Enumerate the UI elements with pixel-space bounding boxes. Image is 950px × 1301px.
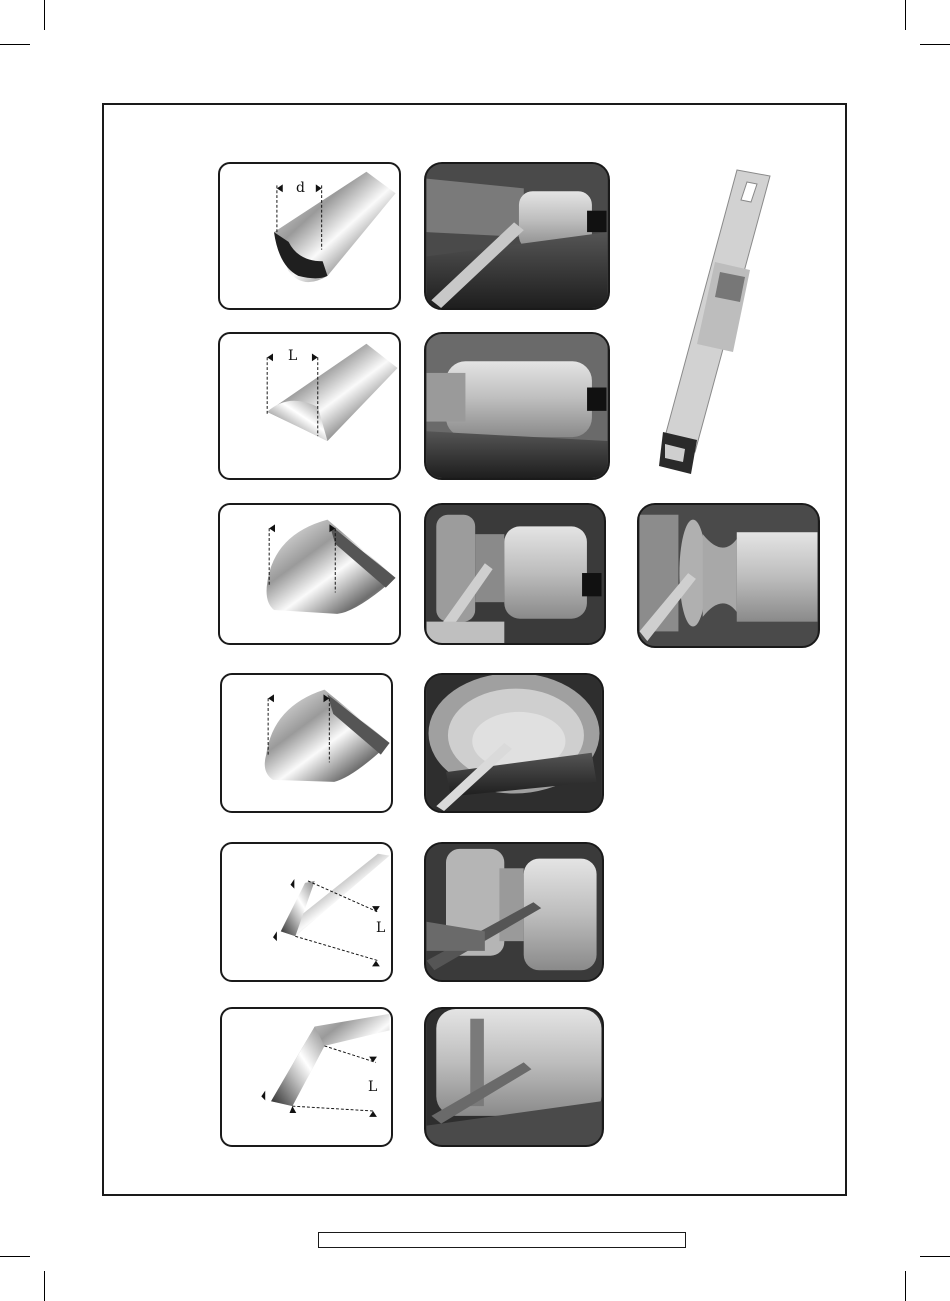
photo-skew-planing <box>424 1007 604 1147</box>
parting-tool-icon <box>220 842 393 982</box>
photo-bead-shaping <box>424 503 606 645</box>
crop-mark <box>0 44 30 45</box>
photo-roughing-cylinder <box>424 332 610 480</box>
skew-chisel-icon <box>220 1007 393 1147</box>
gouge-d-diagram-icon <box>218 162 401 310</box>
crop-mark <box>44 0 45 30</box>
fingernail-gouge-icon <box>218 503 401 645</box>
crop-mark <box>920 1256 950 1257</box>
crop-mark <box>920 44 950 45</box>
crop-mark <box>44 1271 45 1301</box>
photo-bead-finished <box>637 503 820 648</box>
dimension-label-L: L <box>288 348 298 364</box>
photo-roughing-log <box>424 162 610 310</box>
photo-parting-cut <box>424 842 604 982</box>
crop-mark <box>0 1256 30 1257</box>
dimension-label-d: d <box>296 180 305 196</box>
photo-bowl-hollowing <box>424 673 604 813</box>
dimension-label-L: L <box>368 1079 378 1095</box>
gouge-L-diagram-icon <box>218 332 401 480</box>
turning-tool-illustration <box>655 162 785 482</box>
bowl-gouge-icon <box>220 673 393 813</box>
dimension-label-L: L <box>376 920 386 936</box>
crop-mark <box>905 0 906 30</box>
footer-box <box>318 1232 686 1248</box>
crop-mark <box>905 1271 906 1301</box>
